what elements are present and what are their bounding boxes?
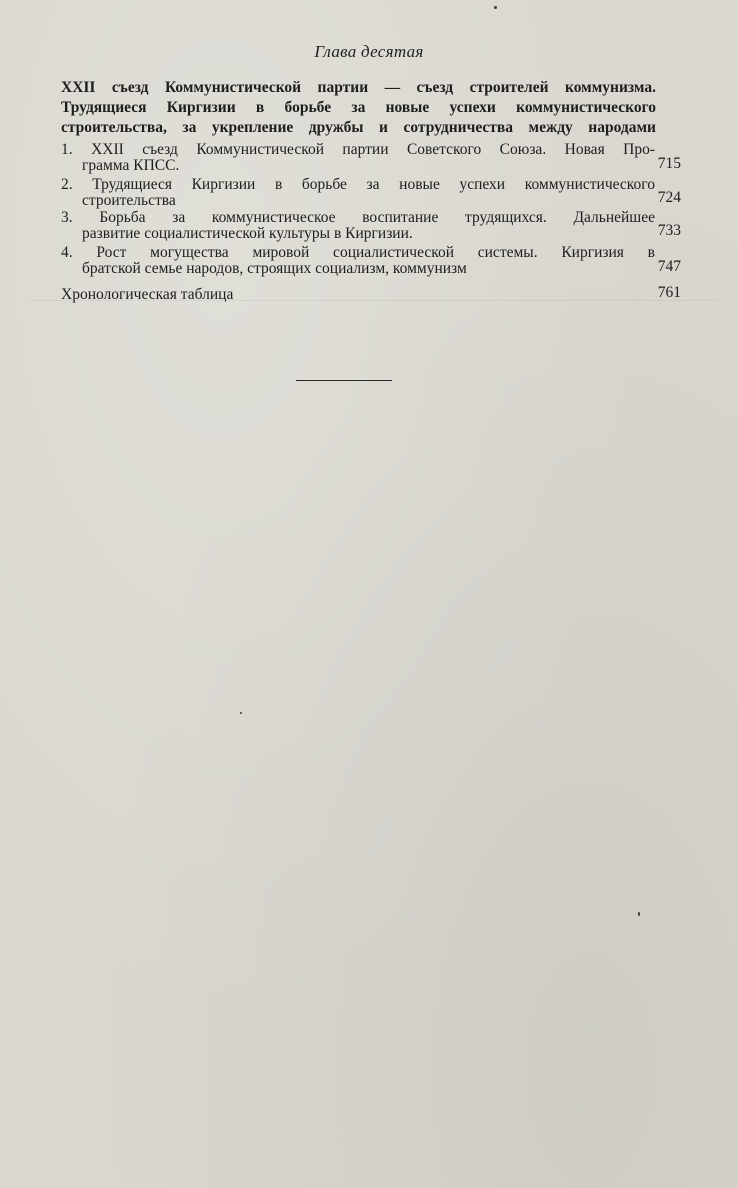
- chapter-heading-line: Трудящиеся Киргизии в борьбе за новые успехи коммунистического: [61, 99, 656, 116]
- toc-page-number: 724: [657, 189, 681, 206]
- paper-speck: [494, 6, 497, 9]
- toc-entry: [61, 210, 681, 242]
- chapter-title: Глава десятая: [314, 42, 424, 61]
- toc-entry-text: [61, 177, 655, 209]
- toc-entry-line: братской семье народов, строящих социализм, коммунизм: [82, 260, 467, 277]
- chapter-heading-line: строительства, за укрепление дружбы и сотрудничества между народами: [61, 119, 656, 136]
- bleed-through-area: [28, 300, 718, 581]
- toc-page-number: 715: [657, 155, 681, 172]
- toc-entry-line: 2. Трудящиеся Киргизии в борьбе за новые успехи коммунистического: [61, 176, 655, 193]
- toc-entry-line: грамма КПСС.: [82, 157, 180, 174]
- chapter-heading: [61, 78, 656, 138]
- toc-entry-text: [61, 210, 655, 242]
- toc-entry-line: 1. XXII съезд Коммунистической партии Советского Союза. Новая Про-: [61, 141, 655, 158]
- toc-entry-line: 4. Рост могущества мировой социалистической системы. Киргизия в: [61, 244, 655, 261]
- toc-entry: [61, 177, 681, 209]
- toc-entry: [61, 245, 681, 277]
- toc-entry: [61, 142, 681, 174]
- end-rule: [296, 380, 392, 381]
- toc-page-number: 761: [657, 284, 681, 301]
- toc-page-number: 733: [657, 222, 681, 239]
- toc-entry-line: развитие социалистической культуры в Киргизии.: [82, 225, 413, 242]
- toc-page-number: 747: [657, 258, 681, 275]
- toc-entry-text: [61, 142, 655, 174]
- toc-entry-line: строительства: [82, 192, 176, 209]
- toc-entry-text: [61, 245, 655, 277]
- chapter-heading-line: XXII съезд Коммунистической партии — съезд строителей коммунизма.: [61, 79, 656, 96]
- toc-entry: [61, 284, 681, 303]
- toc-entry-text: [61, 287, 655, 303]
- toc-entry-line: 3. Борьба за коммунистическое воспитание трудящихся. Дальнейшее: [61, 209, 655, 226]
- paper-speck: [638, 912, 640, 916]
- paper-speck: [240, 712, 242, 714]
- toc-entry-line: Хронологическая таблица: [61, 286, 234, 303]
